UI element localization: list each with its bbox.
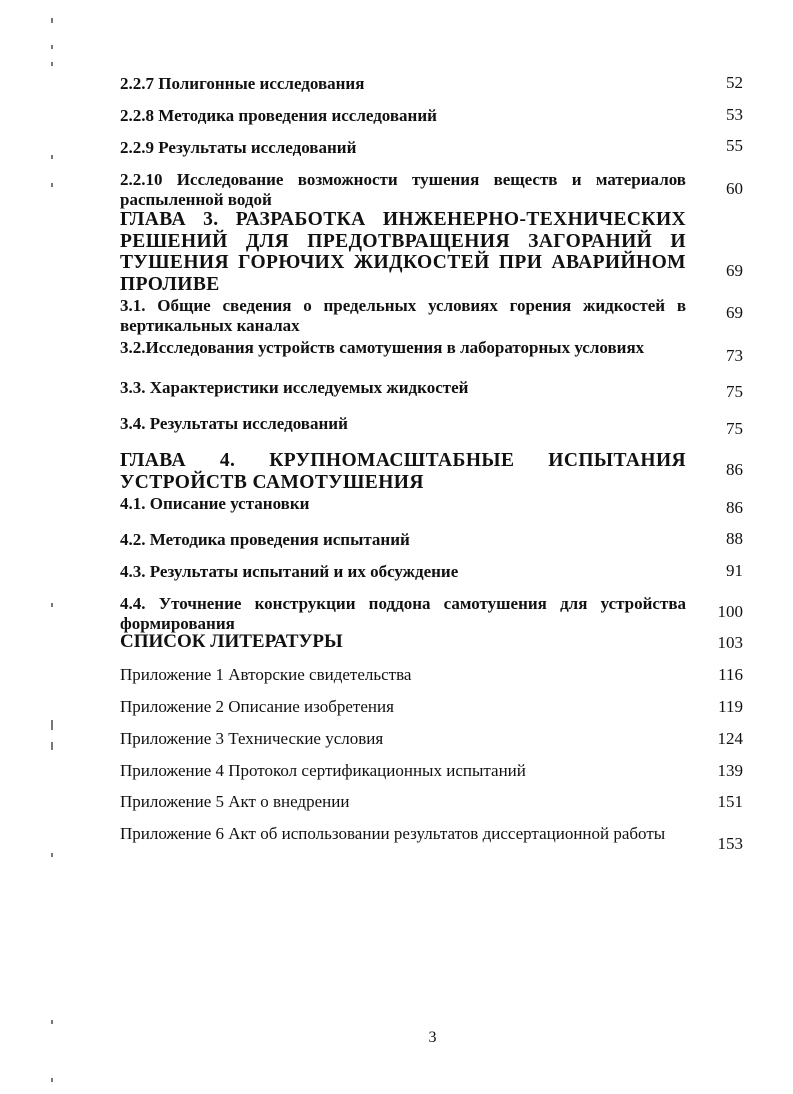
scan-mark bbox=[51, 1020, 53, 1024]
toc-page-number: 75 bbox=[726, 382, 743, 401]
toc-entry-2-2-8[interactable]: 2.2.8 Методика проведения исследований bbox=[120, 106, 437, 125]
toc-entry-appendix-2[interactable]: Приложение 2 Описание изобретения bbox=[120, 697, 394, 716]
toc-entry-3-2[interactable]: 3.2.Исследования устройств самотушения в лабораторных условиях bbox=[120, 338, 645, 357]
toc-page-number: 151 bbox=[717, 792, 743, 811]
scan-mark bbox=[51, 18, 53, 23]
toc-page-number: 53 bbox=[726, 105, 743, 124]
toc-page-number: 153 bbox=[717, 834, 743, 853]
toc-page-number: 86 bbox=[726, 460, 743, 479]
toc-page-number: 119 bbox=[718, 697, 743, 716]
toc-page-number: 52 bbox=[726, 73, 743, 92]
scan-mark bbox=[51, 155, 53, 159]
toc-page-number: 86 bbox=[726, 498, 743, 517]
toc-entry-2-2-7[interactable]: 2.2.7 Полигонные исследования bbox=[120, 74, 365, 93]
toc-page-number: 139 bbox=[717, 761, 743, 780]
toc-entry-4-3[interactable]: 4.3. Результаты испытаний и их обсуждение bbox=[120, 562, 459, 581]
toc-entry-appendix-4[interactable]: Приложение 4 Протокол сертификационных испытаний bbox=[120, 761, 526, 780]
scan-mark bbox=[51, 1078, 53, 1082]
toc-entry-appendix-1[interactable]: Приложение 1 Авторские свидетельства bbox=[120, 665, 412, 684]
scan-mark bbox=[51, 720, 53, 730]
toc-entry-appendix-5[interactable]: Приложение 5 Акт о внедрении bbox=[120, 792, 350, 811]
toc-entry-bibliography[interactable]: СПИСОК ЛИТЕРАТУРЫ bbox=[120, 631, 343, 652]
toc-page-number: 69 bbox=[726, 303, 743, 322]
toc-page-number: 75 bbox=[726, 419, 743, 438]
toc-entry-3-3[interactable]: 3.3. Характеристики исследуемых жидкостей bbox=[120, 378, 469, 397]
scan-mark bbox=[51, 603, 53, 607]
toc-entry-3-1[interactable]: 3.1. Общие сведения о предельных условиях горения жидкостей в вертикальных каналах bbox=[120, 296, 686, 335]
toc-entry-chapter-3[interactable]: ГЛАВА 3. РАЗРАБОТКА ИНЖЕНЕРНО-ТЕХНИЧЕСКИХ РЕШЕНИЙ ДЛЯ ПРЕДОТВРАЩЕНИЯ ЗАГОРАНИЙ И ТУШЕНИЯ ГОРЮЧИХ ЖИДКОСТЕЙ ПРИ АВАРИЙНОМ ПРОЛИВЕ bbox=[120, 209, 686, 295]
toc-page-number: 116 bbox=[718, 665, 743, 684]
toc-page-number: 55 bbox=[726, 136, 743, 155]
scan-mark bbox=[51, 62, 53, 66]
toc-page-number: 69 bbox=[726, 261, 743, 280]
toc-page-number: 91 bbox=[726, 561, 743, 580]
toc-entry-appendix-3[interactable]: Приложение 3 Технические условия bbox=[120, 729, 384, 748]
toc-entry-4-4[interactable]: 4.4. Уточнение конструкции поддона самотушения для устройства формирования bbox=[120, 594, 686, 633]
toc-entry-4-2[interactable]: 4.2. Методика проведения испытаний bbox=[120, 530, 410, 549]
toc-page-number: 100 bbox=[717, 602, 743, 621]
scan-mark bbox=[51, 183, 53, 187]
page-number: 3 bbox=[428, 1029, 437, 1046]
toc-page-number: 103 bbox=[717, 633, 743, 652]
scan-mark bbox=[51, 853, 53, 857]
toc-page-number: 124 bbox=[717, 729, 743, 748]
toc-page-number: 60 bbox=[726, 179, 743, 198]
toc-entry-2-2-9[interactable]: 2.2.9 Результаты исследований bbox=[120, 138, 357, 157]
toc-entry-appendix-6[interactable]: Приложение 6 Акт об использовании результатов диссертационной работы bbox=[120, 824, 666, 843]
toc-page-number: 88 bbox=[726, 529, 743, 548]
toc-entry-chapter-4[interactable]: ГЛАВА 4. КРУПНОМАСШТАБНЫЕ ИСПЫТАНИЯ УСТРОЙСТВ САМОТУШЕНИЯ bbox=[120, 450, 686, 493]
toc-entry-3-4[interactable]: 3.4. Результаты исследований bbox=[120, 414, 348, 433]
toc-entry-4-1[interactable]: 4.1. Описание установки bbox=[120, 494, 310, 513]
toc-page-number: 73 bbox=[726, 346, 743, 365]
scan-mark bbox=[51, 45, 53, 49]
scan-mark bbox=[51, 742, 53, 750]
toc-entry-2-2-10[interactable]: 2.2.10 Исследование возможности тушения веществ и материалов распыленной водой bbox=[120, 170, 686, 209]
